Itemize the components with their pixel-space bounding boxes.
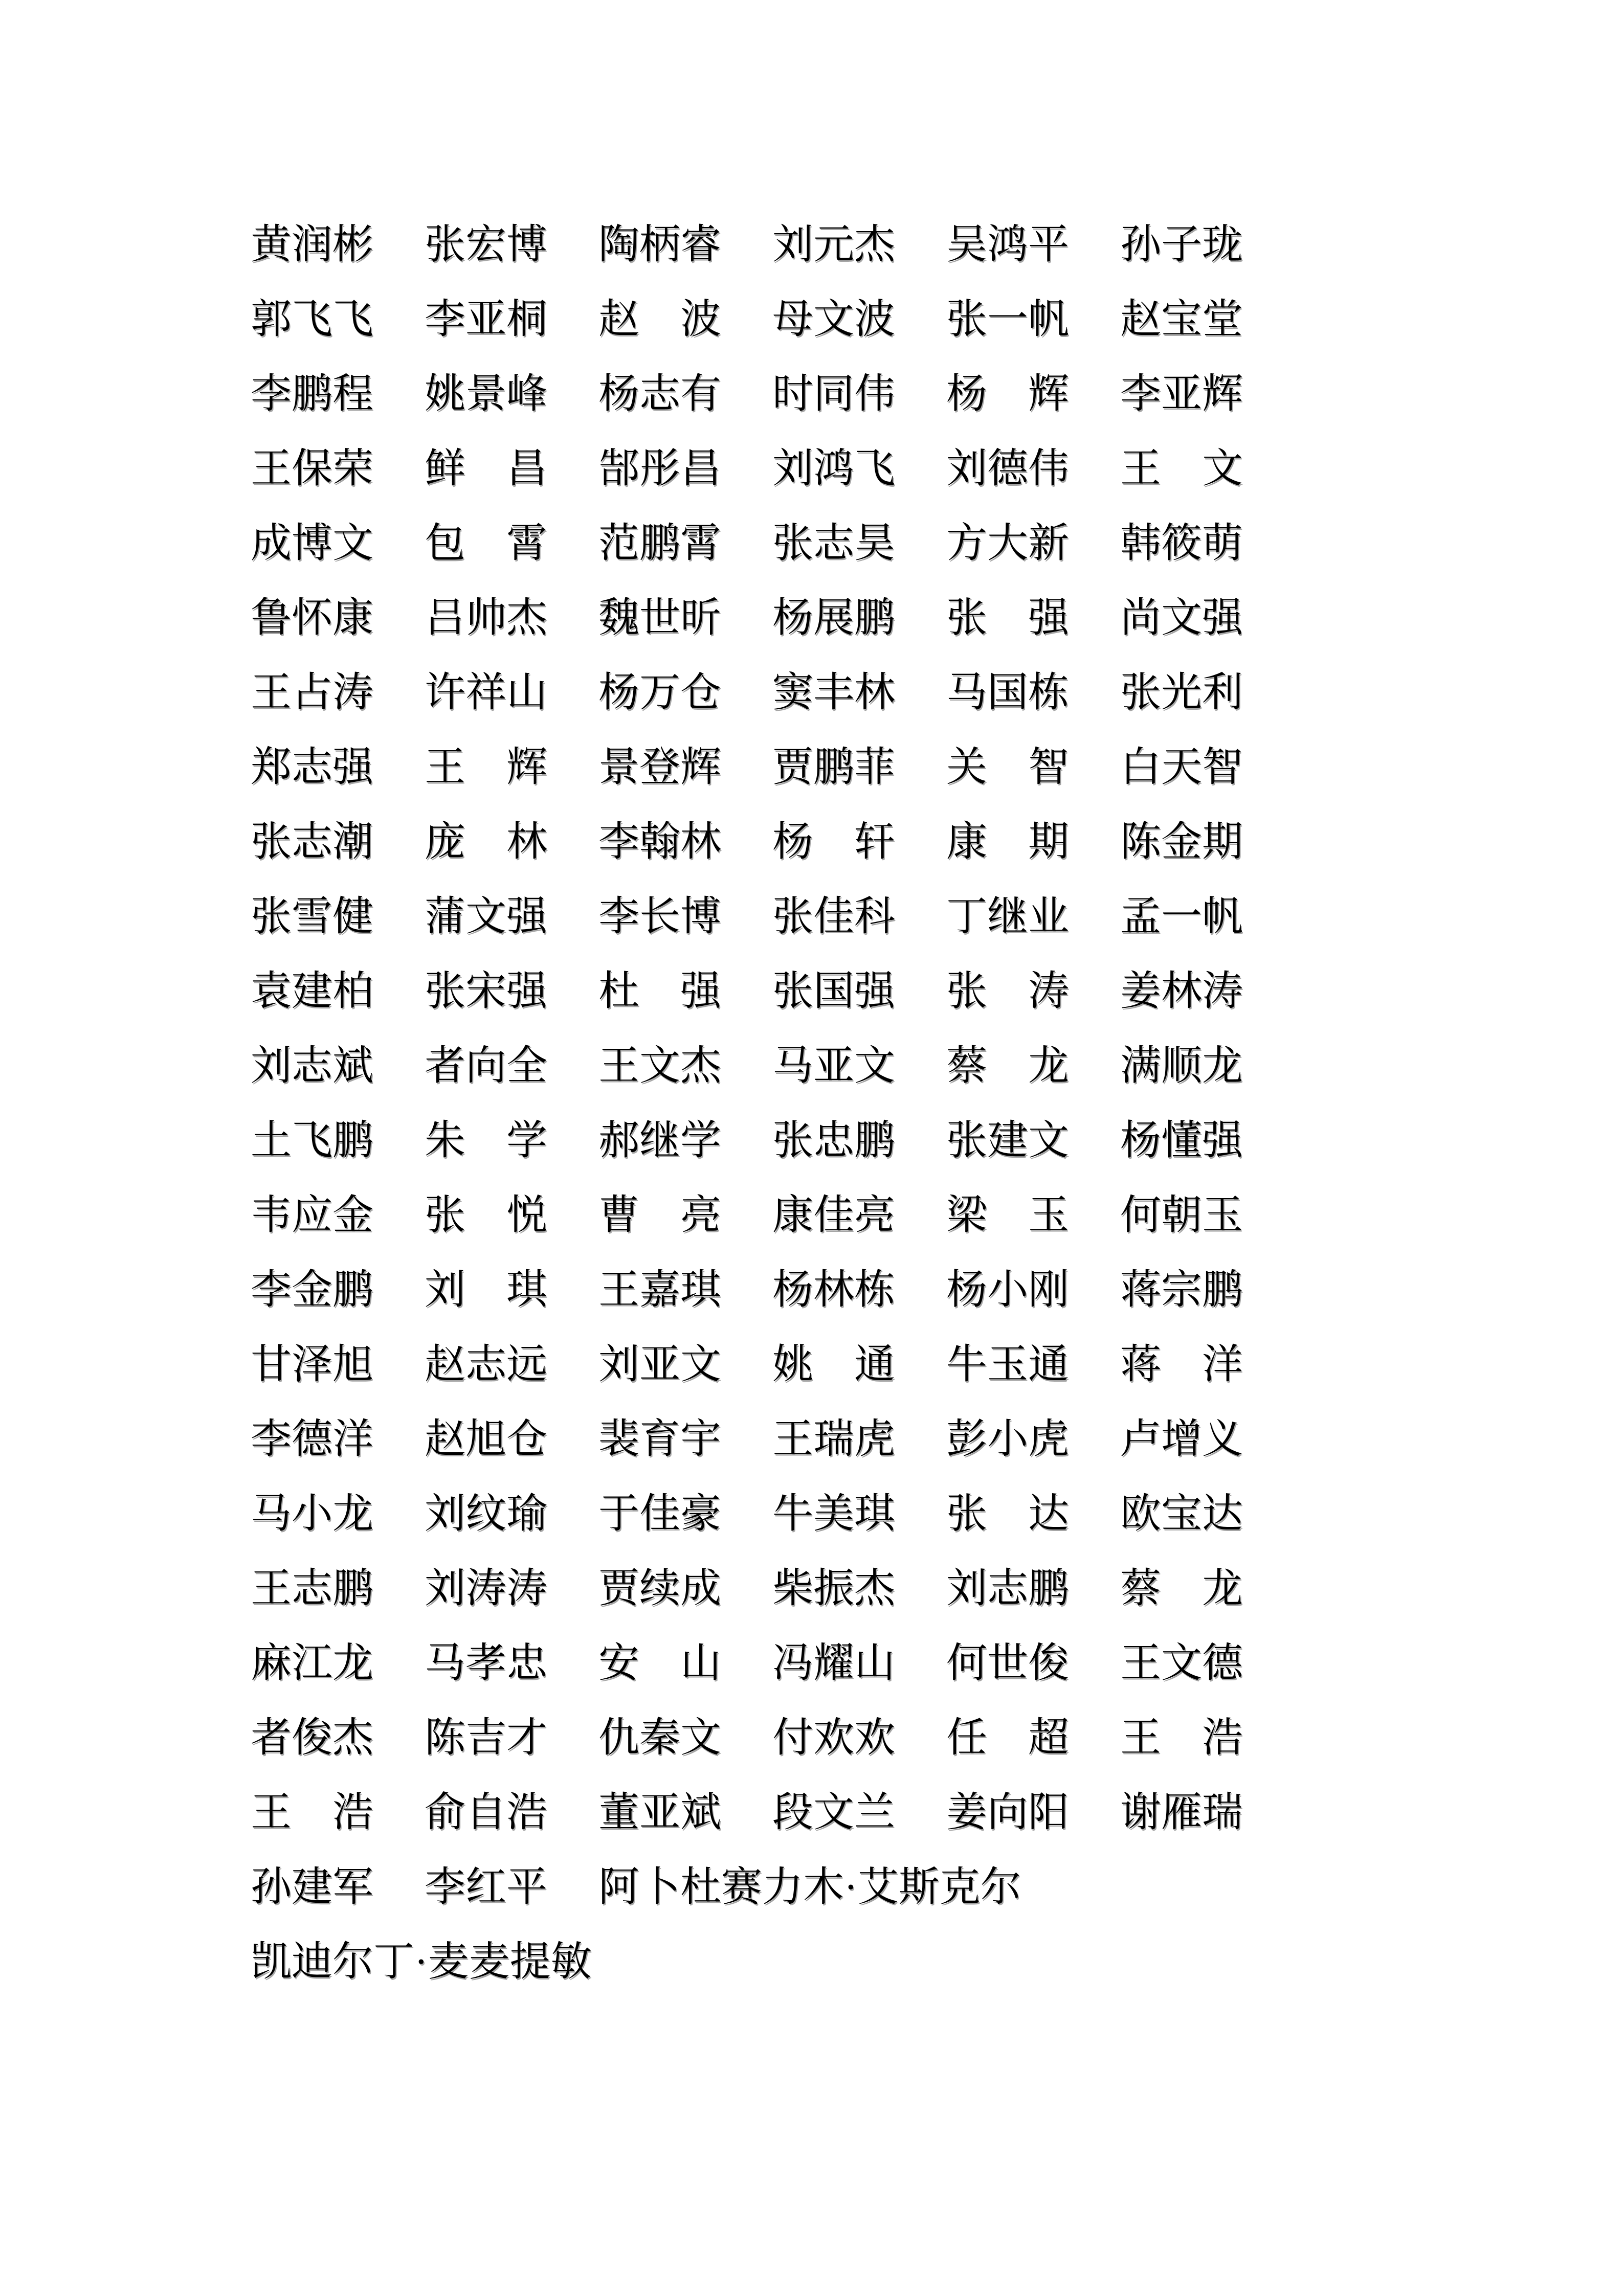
name-row xyxy=(251,656,1294,730)
name-cell: 蔡 龙 xyxy=(1120,1566,1243,1611)
name-cell: 梁 玉 xyxy=(946,1193,1069,1238)
name-cell: 王志鹏 xyxy=(251,1566,373,1611)
name-row xyxy=(251,954,1294,1029)
name-cell: 黄润彬 xyxy=(251,222,373,267)
name-cell: 王嘉琪 xyxy=(598,1268,721,1313)
name-cell: 王保荣 xyxy=(251,446,373,491)
name-cell: 张志潮 xyxy=(251,820,373,865)
name-cell: 蒲文强 xyxy=(425,894,547,939)
name-cell: 朱 学 xyxy=(425,1118,547,1163)
name-cell: 李德洋 xyxy=(251,1417,373,1462)
name-cell: 康佳亮 xyxy=(772,1193,895,1238)
name-cell: 景登辉 xyxy=(598,745,721,790)
name-cell: 刘纹瑜 xyxy=(425,1492,547,1537)
name-cell: 曹 亮 xyxy=(598,1193,721,1238)
name-cell: 王占涛 xyxy=(251,670,373,715)
name-cell: 郑志强 xyxy=(251,745,373,790)
name-cell: 韩筱萌 xyxy=(1120,521,1243,566)
name-cell: 吴鸿平 xyxy=(946,222,1069,267)
name-cell: 者俊杰 xyxy=(251,1716,373,1761)
name-cell: 姚景峰 xyxy=(425,372,547,417)
name-cell: 方大新 xyxy=(946,521,1069,566)
name-cell: 杨林栋 xyxy=(772,1268,895,1313)
name-row xyxy=(251,1178,1294,1253)
name-cell: 俞自浩 xyxy=(425,1790,547,1835)
name-cell: 张佳科 xyxy=(772,894,895,939)
name-cell: 成博文 xyxy=(251,521,373,566)
name-row xyxy=(251,357,1294,432)
name-cell: 李红平 xyxy=(425,1865,547,1910)
name-cell: 土飞鹏 xyxy=(251,1118,373,1163)
name-cell: 张光利 xyxy=(1120,670,1243,715)
name-cell: 李翰林 xyxy=(598,820,721,865)
name-cell: 郜彤昌 xyxy=(598,446,721,491)
name-row xyxy=(251,1925,1294,1999)
name-cell: 范鹏霄 xyxy=(598,521,721,566)
name-cell: 刘鸿飞 xyxy=(772,446,895,491)
name-cell: 孟一帆 xyxy=(1120,894,1243,939)
name-cell: 张志昊 xyxy=(772,521,895,566)
name-cell: 姚 通 xyxy=(772,1342,895,1387)
name-cell: 蒋 洋 xyxy=(1120,1342,1243,1387)
name-cell: 张 强 xyxy=(946,596,1069,641)
name-cell: 仇秦文 xyxy=(598,1716,721,1761)
name-cell: 柴振杰 xyxy=(772,1566,895,1611)
name-cell: 鲁怀康 xyxy=(251,596,373,641)
name-cell: 康 期 xyxy=(946,820,1069,865)
name-cell: 李金鹏 xyxy=(251,1268,373,1313)
name-cell: 刘 琪 xyxy=(425,1268,547,1313)
name-cell: 刘亚文 xyxy=(598,1342,721,1387)
name-row xyxy=(251,1402,1294,1477)
name-row xyxy=(251,506,1294,581)
name-cell: 陈金期 xyxy=(1120,820,1243,865)
name-cell: 赵 波 xyxy=(598,297,721,342)
name-row xyxy=(251,1701,1294,1775)
name-cell: 王 浩 xyxy=(251,1790,373,1835)
name-cell: 赵宝堂 xyxy=(1120,297,1243,342)
name-row xyxy=(251,880,1294,954)
name-cell: 马孝忠 xyxy=(425,1641,547,1686)
name-row xyxy=(251,805,1294,880)
name-cell: 李亚辉 xyxy=(1120,372,1243,417)
name-cell: 凯迪尔丁·麦麦提敏 xyxy=(251,1940,592,1985)
name-cell: 刘元杰 xyxy=(772,222,895,267)
name-cell: 陈吉才 xyxy=(425,1716,547,1761)
name-cell: 孙建军 xyxy=(251,1865,373,1910)
name-cell: 者向全 xyxy=(425,1044,547,1089)
name-cell: 张忠鹏 xyxy=(772,1118,895,1163)
name-row xyxy=(251,1029,1294,1104)
name-cell: 杨万仓 xyxy=(598,670,721,715)
name-cell: 庞 林 xyxy=(425,820,547,865)
name-cell: 王 辉 xyxy=(425,745,547,790)
name-cell: 吕帅杰 xyxy=(425,596,547,641)
name-cell: 安 山 xyxy=(598,1641,721,1686)
name-cell: 丁继业 xyxy=(946,894,1069,939)
name-row xyxy=(251,1253,1294,1327)
name-cell: 谢雁瑞 xyxy=(1120,1790,1243,1835)
name-cell: 马亚文 xyxy=(772,1044,895,1089)
name-cell: 王文德 xyxy=(1120,1641,1243,1686)
name-cell: 彭小虎 xyxy=(946,1417,1069,1462)
name-cell: 刘志斌 xyxy=(251,1044,373,1089)
name-row xyxy=(251,1551,1294,1626)
name-cell: 张雪健 xyxy=(251,894,373,939)
name-cell: 母文波 xyxy=(772,297,895,342)
name-cell: 满顺龙 xyxy=(1120,1044,1243,1089)
name-cell: 张国强 xyxy=(772,969,895,1014)
name-cell: 尚文强 xyxy=(1120,596,1243,641)
name-cell: 王 浩 xyxy=(1120,1716,1243,1761)
name-cell: 于佳豪 xyxy=(598,1492,721,1537)
name-cell: 孙子珑 xyxy=(1120,222,1243,267)
name-cell: 韦应金 xyxy=(251,1193,373,1238)
name-cell: 牛玉通 xyxy=(946,1342,1069,1387)
name-cell: 阿卜杜赛力木·艾斯克尔 xyxy=(598,1865,1021,1910)
name-cell: 陶柄睿 xyxy=(598,222,721,267)
name-cell: 李亚桐 xyxy=(425,297,547,342)
name-cell: 张宏博 xyxy=(425,222,547,267)
name-cell: 杨 轩 xyxy=(772,820,895,865)
name-cell: 卢增义 xyxy=(1120,1417,1243,1462)
name-cell: 白天智 xyxy=(1120,745,1243,790)
name-cell: 时同伟 xyxy=(772,372,895,417)
name-cell: 刘德伟 xyxy=(946,446,1069,491)
name-row xyxy=(251,208,1294,282)
name-cell: 杨小刚 xyxy=(946,1268,1069,1313)
name-cell: 赵旭仓 xyxy=(425,1417,547,1462)
name-cell: 马国栋 xyxy=(946,670,1069,715)
name-cell: 任 超 xyxy=(946,1716,1069,1761)
name-cell: 甘泽旭 xyxy=(251,1342,373,1387)
name-cell: 段文兰 xyxy=(772,1790,895,1835)
name-cell: 蒋宗鹏 xyxy=(1120,1268,1243,1313)
name-cell: 窦丰林 xyxy=(772,670,895,715)
name-cell: 麻江龙 xyxy=(251,1641,373,1686)
name-cell: 包 霄 xyxy=(425,521,547,566)
name-cell: 姜林涛 xyxy=(1120,969,1243,1014)
name-cell: 裴育宇 xyxy=(598,1417,721,1462)
name-cell: 刘志鹏 xyxy=(946,1566,1069,1611)
name-cell: 冯耀山 xyxy=(772,1641,895,1686)
name-cell: 李长博 xyxy=(598,894,721,939)
name-row xyxy=(251,730,1294,805)
name-cell: 杨志有 xyxy=(598,372,721,417)
name-cell: 袁建柏 xyxy=(251,969,373,1014)
name-cell: 杨懂强 xyxy=(1120,1118,1243,1163)
name-row xyxy=(251,1327,1294,1402)
name-cell: 董亚斌 xyxy=(598,1790,721,1835)
name-row xyxy=(251,1477,1294,1551)
names-grid xyxy=(251,208,1294,1999)
name-cell: 付欢欢 xyxy=(772,1716,895,1761)
name-row xyxy=(251,1104,1294,1178)
name-cell: 刘涛涛 xyxy=(425,1566,547,1611)
name-row xyxy=(251,282,1294,357)
name-cell: 张 涛 xyxy=(946,969,1069,1014)
name-cell: 姜向阳 xyxy=(946,1790,1069,1835)
name-cell: 张 达 xyxy=(946,1492,1069,1537)
name-cell: 王 文 xyxy=(1120,446,1243,491)
name-cell: 杨 辉 xyxy=(946,372,1069,417)
name-cell: 贾续成 xyxy=(598,1566,721,1611)
name-cell: 张建文 xyxy=(946,1118,1069,1163)
name-cell: 何世俊 xyxy=(946,1641,1069,1686)
name-cell: 王瑞虎 xyxy=(772,1417,895,1462)
name-cell: 杜 强 xyxy=(598,969,721,1014)
name-cell: 郝继学 xyxy=(598,1118,721,1163)
name-cell: 关 智 xyxy=(946,745,1069,790)
name-cell: 赵志远 xyxy=(425,1342,547,1387)
name-cell: 郭飞飞 xyxy=(251,297,373,342)
name-cell: 欧宝达 xyxy=(1120,1492,1243,1537)
name-row xyxy=(251,432,1294,506)
name-cell: 魏世昕 xyxy=(598,596,721,641)
name-cell: 张 悦 xyxy=(425,1193,547,1238)
name-cell: 李鹏程 xyxy=(251,372,373,417)
name-cell: 杨展鹏 xyxy=(772,596,895,641)
name-cell: 王文杰 xyxy=(598,1044,721,1089)
name-cell: 何朝玉 xyxy=(1120,1193,1243,1238)
name-cell: 鲜 昌 xyxy=(425,446,547,491)
name-cell: 张宋强 xyxy=(425,969,547,1014)
name-row xyxy=(251,581,1294,656)
name-cell: 许祥山 xyxy=(425,670,547,715)
name-cell: 牛美琪 xyxy=(772,1492,895,1537)
name-cell: 马小龙 xyxy=(251,1492,373,1537)
name-row xyxy=(251,1850,1294,1925)
name-cell: 蔡 龙 xyxy=(946,1044,1069,1089)
name-cell: 张一帆 xyxy=(946,297,1069,342)
name-row xyxy=(251,1775,1294,1850)
name-row xyxy=(251,1626,1294,1701)
name-cell: 贾鹏菲 xyxy=(772,745,895,790)
